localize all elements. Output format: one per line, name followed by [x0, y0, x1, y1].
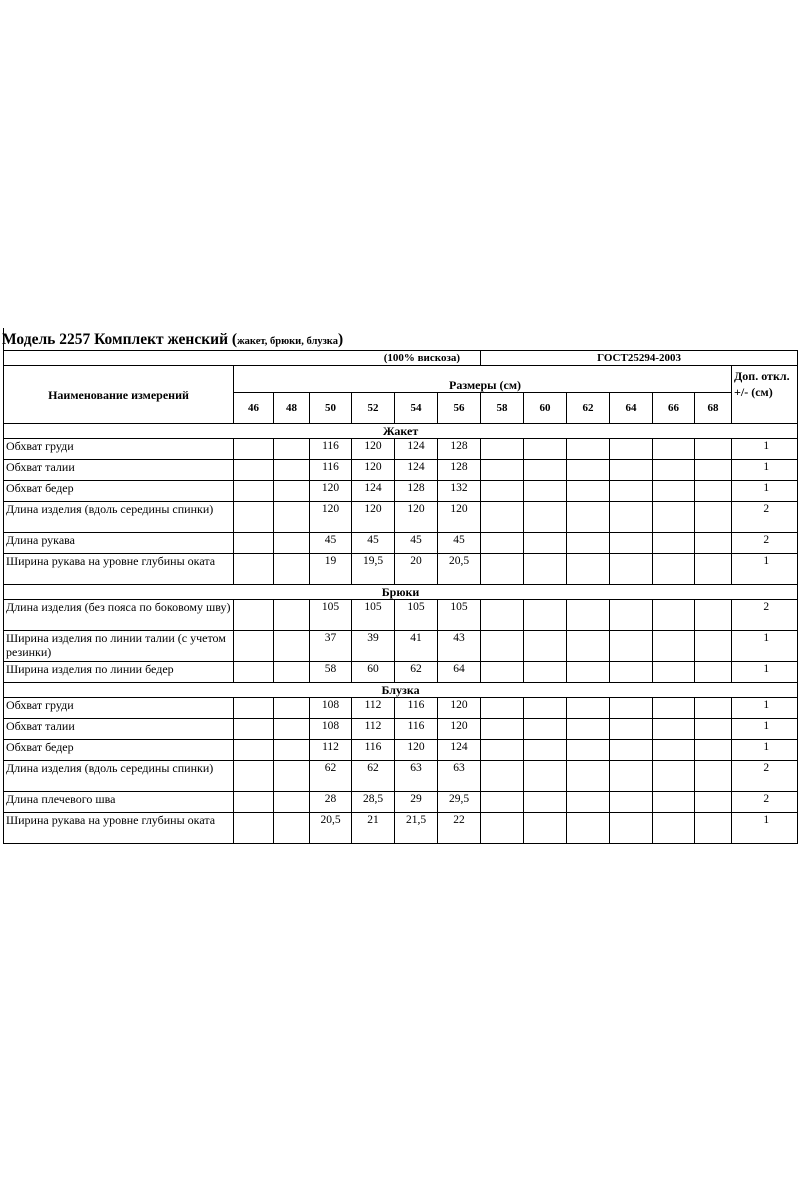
- measurement-value: [524, 554, 567, 585]
- measurement-value: 19: [310, 554, 352, 585]
- measurement-value: [234, 662, 274, 683]
- meta-row: [4, 351, 798, 366]
- size-header-cell: 68: [695, 393, 732, 424]
- measurement-value: [481, 740, 524, 761]
- measurement-value: [234, 439, 274, 460]
- header-sizes: Размеры (см): [234, 366, 732, 393]
- header-tolerance: Доп. откл. +/- (см): [732, 366, 798, 424]
- measurement-value: [524, 502, 567, 533]
- measurement-name: Обхват бедер: [4, 740, 234, 761]
- standard-label: ГОСТ25294-2003: [481, 351, 798, 366]
- measurement-value: 45: [310, 533, 352, 554]
- measurement-value: [481, 761, 524, 792]
- measurement-name: Обхват талии: [4, 460, 234, 481]
- table-row: [4, 662, 798, 683]
- measurement-value: [695, 792, 732, 813]
- measurement-value: 64: [438, 662, 481, 683]
- measurement-value: [481, 600, 524, 631]
- measurement-value: 43: [438, 631, 481, 662]
- measurement-value: [610, 761, 653, 792]
- measurement-value: [274, 792, 310, 813]
- table-row: [4, 631, 798, 662]
- measurement-value: 124: [395, 460, 438, 481]
- title-subtitle: жакет, брюки, блузка: [237, 336, 338, 347]
- table-row: [4, 439, 798, 460]
- tolerance-value: 1: [732, 740, 798, 761]
- measurement-value: 128: [438, 439, 481, 460]
- measurement-value: 62: [395, 662, 438, 683]
- size-header-cell: 46: [234, 393, 274, 424]
- measurement-value: [481, 662, 524, 683]
- measurement-value: 120: [395, 502, 438, 533]
- measurement-value: [234, 719, 274, 740]
- section-title: Жакет: [4, 424, 798, 439]
- measurement-value: [653, 792, 695, 813]
- measurement-value: [274, 554, 310, 585]
- measurement-value: [481, 481, 524, 502]
- measurement-value: [524, 792, 567, 813]
- measurement-value: 22: [438, 813, 481, 844]
- measurement-value: [695, 481, 732, 502]
- measurement-name: Длина рукава: [4, 533, 234, 554]
- measurement-value: [567, 481, 610, 502]
- measurement-value: [610, 813, 653, 844]
- table-row: [4, 698, 798, 719]
- measurement-value: [567, 533, 610, 554]
- size-header-cell: 52: [352, 393, 395, 424]
- measurement-value: [610, 631, 653, 662]
- tolerance-value: 1: [732, 554, 798, 585]
- measurement-value: [695, 460, 732, 481]
- measurement-value: [274, 813, 310, 844]
- measurement-value: [653, 460, 695, 481]
- size-header-cell: 64: [610, 393, 653, 424]
- tolerance-value: 2: [732, 792, 798, 813]
- measurement-value: [653, 554, 695, 585]
- table-row: [4, 719, 798, 740]
- measurement-name: Длина изделия (вдоль середины спинки): [4, 761, 234, 792]
- measurement-value: 58: [310, 662, 352, 683]
- measurement-value: 116: [310, 439, 352, 460]
- measurement-value: [610, 740, 653, 761]
- measurement-value: [610, 792, 653, 813]
- measurement-value: [610, 554, 653, 585]
- measurement-value: [567, 502, 610, 533]
- measurement-name: Обхват талии: [4, 719, 234, 740]
- measurement-value: [234, 792, 274, 813]
- measurement-value: 105: [352, 600, 395, 631]
- measurement-value: [524, 631, 567, 662]
- measurement-value: [481, 533, 524, 554]
- table-row: [4, 502, 798, 533]
- measurement-value: [234, 631, 274, 662]
- measurement-value: 37: [310, 631, 352, 662]
- measurement-name: Ширина изделия по линии бедер: [4, 662, 234, 683]
- measurement-value: 120: [352, 502, 395, 533]
- measurement-value: [274, 719, 310, 740]
- measurement-value: [234, 698, 274, 719]
- measurement-value: [567, 813, 610, 844]
- measurement-value: [695, 698, 732, 719]
- measurement-value: [610, 533, 653, 554]
- measurement-value: 62: [310, 761, 352, 792]
- measurement-value: [653, 761, 695, 792]
- document-title: [2, 330, 343, 352]
- measurement-value: [695, 600, 732, 631]
- measurement-value: 124: [352, 481, 395, 502]
- measurement-value: [695, 719, 732, 740]
- size-header-cell: 66: [653, 393, 695, 424]
- measurement-value: 116: [395, 719, 438, 740]
- measurement-value: [524, 662, 567, 683]
- measurement-value: 41: [395, 631, 438, 662]
- measurement-value: 120: [438, 698, 481, 719]
- measurement-value: 132: [438, 481, 481, 502]
- measurement-value: [481, 698, 524, 719]
- measurement-value: 120: [352, 439, 395, 460]
- measurement-value: 128: [438, 460, 481, 481]
- measurement-name: Ширина изделия по линии талии (с учетом резинки): [4, 631, 234, 662]
- measurement-value: [274, 460, 310, 481]
- measurement-value: [481, 792, 524, 813]
- measurement-value: [695, 439, 732, 460]
- measurement-value: [567, 631, 610, 662]
- measurement-value: [653, 662, 695, 683]
- measurement-value: [274, 481, 310, 502]
- measurement-value: 105: [310, 600, 352, 631]
- measurement-name: Ширина рукава на уровне глубины оката: [4, 813, 234, 844]
- measurement-value: 60: [352, 662, 395, 683]
- measurement-value: [234, 460, 274, 481]
- measurement-value: [524, 533, 567, 554]
- measurement-value: 20: [395, 554, 438, 585]
- measurement-value: [524, 481, 567, 502]
- measurement-value: [524, 600, 567, 631]
- measurement-value: [653, 439, 695, 460]
- measurement-value: 128: [395, 481, 438, 502]
- measurement-value: [695, 662, 732, 683]
- size-header-cell: 60: [524, 393, 567, 424]
- size-header-cell: 58: [481, 393, 524, 424]
- measurement-name: Длина плечевого шва: [4, 792, 234, 813]
- measurement-value: [695, 631, 732, 662]
- measurement-value: 120: [352, 460, 395, 481]
- measurement-value: [234, 481, 274, 502]
- measurement-value: [695, 761, 732, 792]
- size-header-cell: 62: [567, 393, 610, 424]
- measurement-value: 105: [438, 600, 481, 631]
- measurement-value: [610, 719, 653, 740]
- measurement-value: [481, 554, 524, 585]
- measurement-value: [524, 460, 567, 481]
- measurement-value: 124: [395, 439, 438, 460]
- measurement-value: 116: [310, 460, 352, 481]
- tolerance-value: 1: [732, 813, 798, 844]
- measurement-value: [653, 533, 695, 554]
- measurement-value: [567, 662, 610, 683]
- measurement-value: [234, 740, 274, 761]
- measurement-name: Ширина рукава на уровне глубины оката: [4, 554, 234, 585]
- measurement-value: [653, 600, 695, 631]
- table-row: [4, 600, 798, 631]
- tolerance-value: 1: [732, 698, 798, 719]
- title-close: ): [337, 331, 344, 348]
- measurement-value: 112: [352, 719, 395, 740]
- measurement-value: [524, 761, 567, 792]
- measurement-name: Обхват бедер: [4, 481, 234, 502]
- measurement-value: 112: [352, 698, 395, 719]
- measurement-value: [274, 761, 310, 792]
- measurement-value: 62: [352, 761, 395, 792]
- measurement-value: [610, 662, 653, 683]
- header-row-top: [4, 366, 798, 393]
- table-row: [4, 481, 798, 502]
- measurement-value: [695, 813, 732, 844]
- tolerance-value: 1: [732, 439, 798, 460]
- tolerance-value: 2: [732, 533, 798, 554]
- measurement-value: 108: [310, 719, 352, 740]
- measurement-value: [695, 502, 732, 533]
- header-measurement-name: Наименование измерений: [4, 366, 234, 424]
- measurement-value: 45: [438, 533, 481, 554]
- measurement-value: [481, 813, 524, 844]
- measurement-value: 19,5: [352, 554, 395, 585]
- size-header-cell: 56: [438, 393, 481, 424]
- measurement-value: [234, 502, 274, 533]
- measurement-value: 39: [352, 631, 395, 662]
- title-main: Модель 2257 Комплект женский (: [2, 331, 238, 348]
- measurement-name: Длина изделия (вдоль середины спинки): [4, 502, 234, 533]
- measurement-value: [653, 719, 695, 740]
- size-header-cell: 50: [310, 393, 352, 424]
- measurement-value: [481, 439, 524, 460]
- measurement-value: 21,5: [395, 813, 438, 844]
- measurement-value: 120: [310, 481, 352, 502]
- tolerance-value: 1: [732, 460, 798, 481]
- tolerance-value: 1: [732, 481, 798, 502]
- measurement-value: 108: [310, 698, 352, 719]
- measurement-value: 45: [395, 533, 438, 554]
- measurement-value: 105: [395, 600, 438, 631]
- tolerance-value: 2: [732, 600, 798, 631]
- size-header-cell: 48: [274, 393, 310, 424]
- measurement-value: 45: [352, 533, 395, 554]
- measurement-value: [234, 533, 274, 554]
- measurement-value: [234, 761, 274, 792]
- measurement-value: 29: [395, 792, 438, 813]
- measurement-value: [274, 698, 310, 719]
- table-row: [4, 460, 798, 481]
- measurement-value: [567, 554, 610, 585]
- measurement-value: [610, 481, 653, 502]
- measurement-value: 21: [352, 813, 395, 844]
- table-row: [4, 554, 798, 585]
- measurement-value: [653, 698, 695, 719]
- tolerance-value: 1: [732, 662, 798, 683]
- measurement-value: [695, 740, 732, 761]
- measurement-value: 124: [438, 740, 481, 761]
- table-row: [4, 761, 798, 792]
- measurement-value: 120: [395, 740, 438, 761]
- measurement-value: [524, 698, 567, 719]
- measurement-value: [653, 502, 695, 533]
- measurement-value: [695, 554, 732, 585]
- measurement-value: [234, 554, 274, 585]
- measurement-value: [695, 533, 732, 554]
- table-row: [4, 792, 798, 813]
- measurement-value: [274, 662, 310, 683]
- measurement-name: Обхват груди: [4, 698, 234, 719]
- material-label: (100% вискоза): [4, 351, 481, 366]
- table-row: [4, 813, 798, 844]
- measurement-value: 28: [310, 792, 352, 813]
- measurement-name: Обхват груди: [4, 439, 234, 460]
- measurement-value: [567, 698, 610, 719]
- measurement-value: 116: [395, 698, 438, 719]
- measurement-value: [610, 502, 653, 533]
- measurement-value: [524, 740, 567, 761]
- measurement-value: 20,5: [310, 813, 352, 844]
- measurement-value: 29,5: [438, 792, 481, 813]
- measurement-value: [234, 600, 274, 631]
- measurement-value: 116: [352, 740, 395, 761]
- measurement-value: [567, 740, 610, 761]
- measurement-value: [524, 813, 567, 844]
- measurement-value: 112: [310, 740, 352, 761]
- section-title: Блузка: [4, 683, 798, 698]
- measurement-value: 20,5: [438, 554, 481, 585]
- measurement-value: [610, 698, 653, 719]
- section-row: [4, 683, 798, 698]
- measurement-value: [274, 439, 310, 460]
- measurement-value: 63: [395, 761, 438, 792]
- section-row: [4, 424, 798, 439]
- measurement-value: [610, 460, 653, 481]
- measurement-value: 63: [438, 761, 481, 792]
- measurement-value: [653, 631, 695, 662]
- measurement-value: [274, 740, 310, 761]
- measurement-value: [567, 761, 610, 792]
- section-row: [4, 585, 798, 600]
- measurement-value: [524, 439, 567, 460]
- measurement-value: [274, 600, 310, 631]
- measurement-value: [653, 740, 695, 761]
- measurement-value: [524, 719, 567, 740]
- tolerance-value: 1: [732, 719, 798, 740]
- measurement-value: [567, 460, 610, 481]
- measurement-value: [274, 502, 310, 533]
- measurement-value: [653, 481, 695, 502]
- measurement-value: 120: [310, 502, 352, 533]
- measurement-value: [481, 631, 524, 662]
- size-header-cell: 54: [395, 393, 438, 424]
- measurement-value: 120: [438, 719, 481, 740]
- measurement-value: [567, 439, 610, 460]
- measurement-value: [567, 719, 610, 740]
- measurement-value: 28,5: [352, 792, 395, 813]
- measurement-value: [481, 719, 524, 740]
- measurement-value: 120: [438, 502, 481, 533]
- measurement-value: [610, 439, 653, 460]
- measurements-table: [3, 350, 798, 844]
- tolerance-value: 1: [732, 631, 798, 662]
- measurement-value: [610, 600, 653, 631]
- tolerance-value: 2: [732, 502, 798, 533]
- measurement-name: Длина изделия (без пояса по боковому шву): [4, 600, 234, 631]
- measurement-value: [567, 600, 610, 631]
- table-row: [4, 533, 798, 554]
- measurement-value: [653, 813, 695, 844]
- measurement-value: [274, 533, 310, 554]
- measurement-value: [234, 813, 274, 844]
- measurement-value: [567, 792, 610, 813]
- measurement-value: [481, 502, 524, 533]
- table-row: [4, 740, 798, 761]
- tolerance-value: 2: [732, 761, 798, 792]
- section-title: Брюки: [4, 585, 798, 600]
- measurement-value: [481, 460, 524, 481]
- measurement-value: [274, 631, 310, 662]
